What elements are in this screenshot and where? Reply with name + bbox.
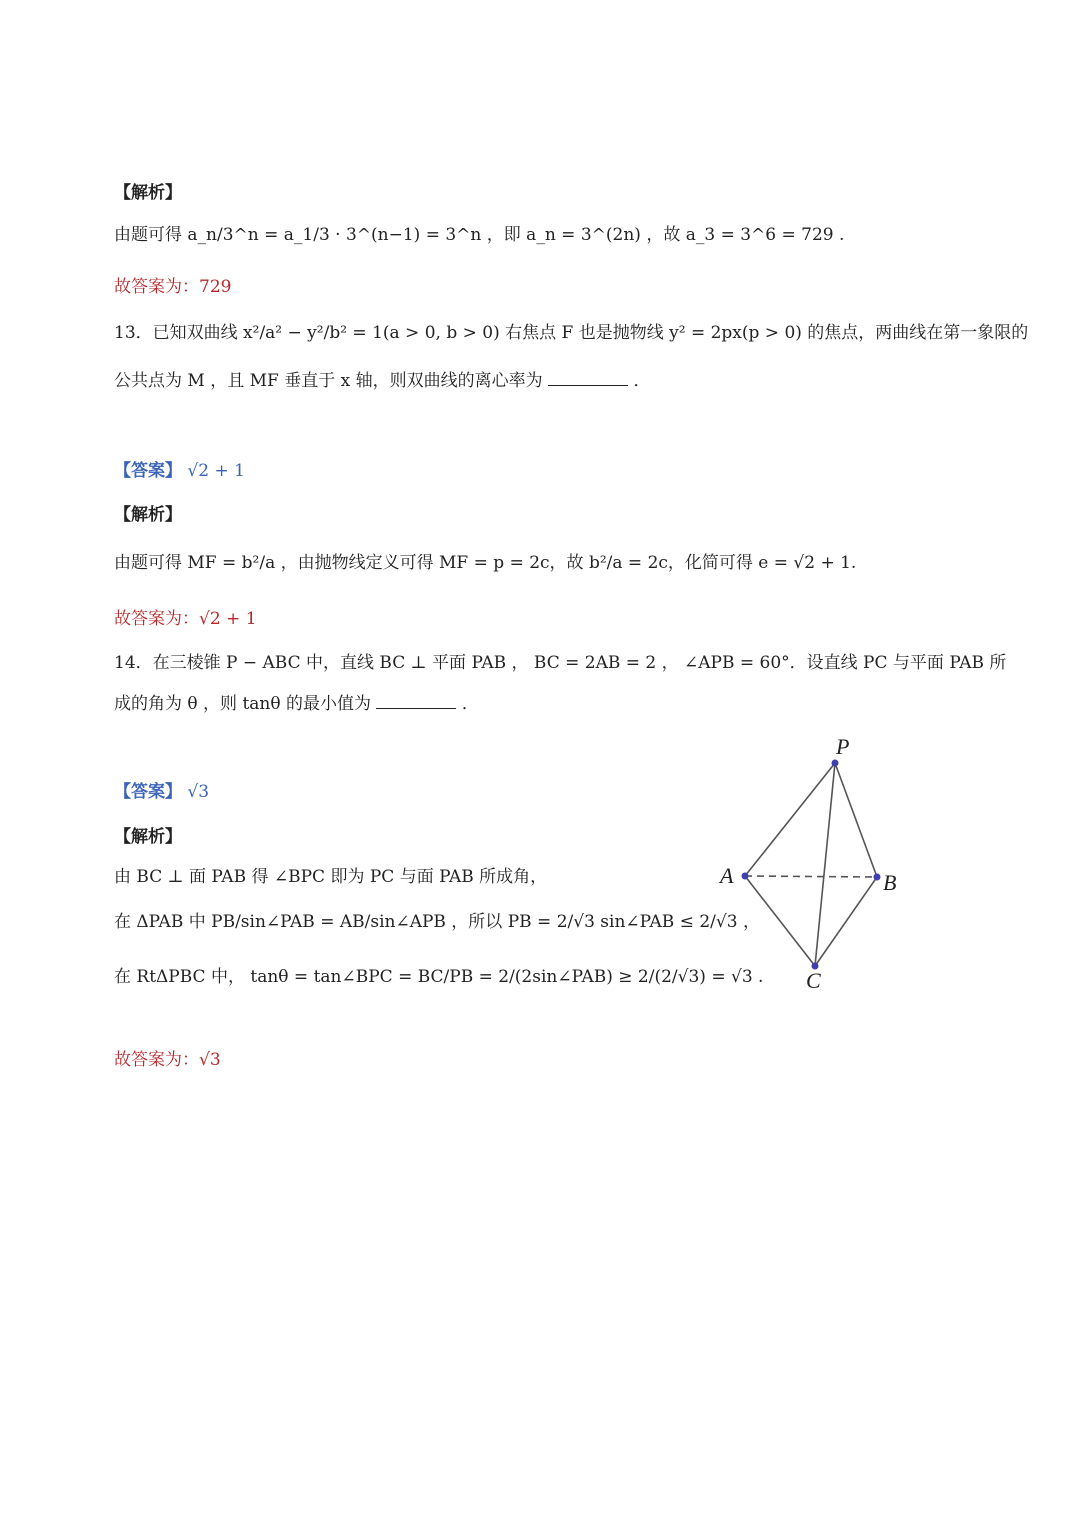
label-B: B bbox=[883, 870, 897, 895]
figure-points bbox=[742, 760, 881, 970]
q13-answer-line bbox=[114, 456, 245, 481]
final-answer-1: 故答案为：729 bbox=[114, 277, 232, 297]
q14-solution-2: 在 ΔPAB 中 PB/sin∠PAB = AB/sin∠APB ，所以 PB = 2/√3 sin∠PAB ≤ 2/√3 ， bbox=[114, 912, 760, 932]
q13-answer-tag: 【答案】 bbox=[114, 461, 182, 481]
analysis-header-1: 【解析】 bbox=[114, 183, 182, 203]
q14-solution-1: 由 BC ⊥ 面 PAB 得 ∠BPC 即为 PC 与面 PAB 所成角， bbox=[114, 867, 548, 887]
q14-answer-tag: 【答案】 bbox=[114, 782, 182, 802]
edge-PC bbox=[815, 763, 835, 966]
q14-answer-blank bbox=[376, 694, 456, 709]
q13-solution: 由题可得 MF = b²/a ，由抛物线定义可得 MF = p = 2c，故 b²/a = 2c，化简可得 e = √2 + 1. bbox=[114, 553, 857, 573]
label-P: P bbox=[836, 734, 850, 759]
edge-AB-hidden bbox=[745, 876, 877, 877]
q13-final-answer: 故答案为：√2 + 1 bbox=[114, 609, 257, 629]
label-A: A bbox=[720, 863, 734, 888]
edge-PA bbox=[745, 763, 835, 876]
solution-line-1 bbox=[114, 220, 844, 245]
point-P bbox=[832, 760, 839, 767]
q14-answer-line bbox=[114, 777, 209, 802]
q14-end: ． bbox=[461, 694, 479, 714]
edge-BC bbox=[815, 877, 877, 966]
q14-solution-3: 在 RtΔPBC 中， tanθ = tan∠BPC = BC/PB = 2/(2sin∠PAB) ≥ 2/(2/√3) = √3 . bbox=[114, 967, 764, 987]
edge-AC bbox=[745, 876, 815, 966]
q13-number: 13．已知双曲线 bbox=[114, 323, 238, 343]
q14-analysis-header: 【解析】 bbox=[114, 827, 182, 847]
label-C: C bbox=[806, 968, 821, 993]
solution-prefix: 由题可得 bbox=[114, 225, 182, 245]
q13-end: ． bbox=[633, 371, 651, 391]
q13-line-2 bbox=[114, 366, 650, 391]
q13-answer-value: √2 + 1 bbox=[187, 461, 245, 481]
solution-equation: a_n/3^n = a_1/3 · 3^(n−1) = 3^n ，即 a_n = 3^(2n) ，故 a_3 = 3^6 = 729 . bbox=[187, 225, 845, 245]
tetrahedron-figure bbox=[700, 730, 920, 1000]
edge-PB bbox=[835, 763, 877, 877]
q14-line-2 bbox=[114, 689, 479, 714]
q14-answer-value: √3 bbox=[187, 782, 210, 802]
q13-answer-blank bbox=[548, 371, 628, 386]
figure-edges bbox=[745, 763, 877, 966]
q13-text-2: 公共点为 M ，且 MF 垂直于 x 轴，则双曲线的离心率为 bbox=[114, 371, 543, 391]
q13-analysis-header: 【解析】 bbox=[114, 505, 182, 525]
q14-text-2: 成的角为 θ ，则 tanθ 的最小值为 bbox=[114, 694, 371, 714]
point-B bbox=[874, 874, 881, 881]
q14-line-1: 14．在三棱锥 P − ABC 中，直线 BC ⊥ 平面 PAB ， BC = 2AB = 2 ， ∠APB = 60°．设直线 PC 与平面 PAB 所 bbox=[114, 653, 1007, 673]
q13-text-1: x²/a² − y²/b² = 1(a > 0, b > 0) 右焦点 F 也是抛物线 y² = 2px(p > 0) 的焦点，两曲线在第一象限的 bbox=[243, 323, 1029, 343]
point-A bbox=[742, 873, 749, 880]
q14-final-answer: 故答案为：√3 bbox=[114, 1050, 221, 1070]
q13-line-1 bbox=[114, 318, 1028, 343]
